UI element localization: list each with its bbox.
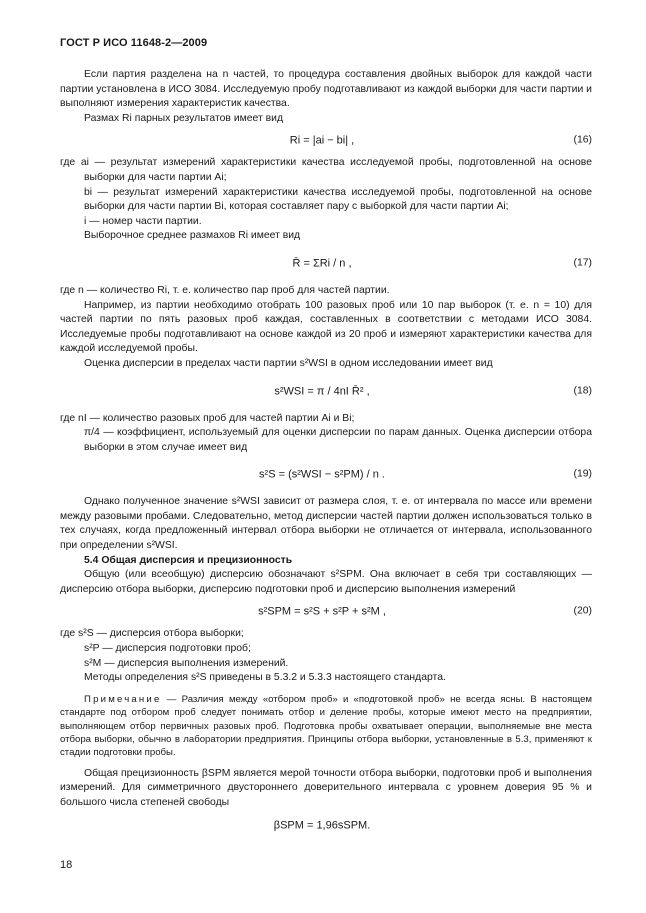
paragraph (60, 671, 592, 686)
text: где s²S — дисперсия отбора выборки; (60, 628, 244, 640)
text: s²M — дисперсия выполнения измерений. (84, 657, 289, 669)
equation-formula: s²S = (s²WSI − s²PM) / n . (259, 468, 385, 481)
paragraph (60, 495, 592, 553)
equation-number: (20) (573, 606, 592, 618)
text: 5.4 Общая дисперсия и прецизионность (84, 554, 293, 566)
equation-17 (60, 244, 592, 284)
paragraph (60, 68, 592, 112)
paragraph (60, 299, 592, 357)
equation-formula: R̄ = ΣRi / n , (292, 257, 352, 270)
equation-formula: s²WSI = π / 4nI R̄² , (274, 385, 370, 398)
equation-number: (17) (573, 257, 592, 269)
text: bi — результат измерений характеристики качества исследуемой пробы, подготовленной на основе выборки для части партии Bi, которая составляет пару с выборкой для части партии Ai; (84, 186, 592, 213)
where-item (60, 627, 592, 642)
paragraph (60, 357, 592, 372)
paragraph (60, 767, 592, 811)
where-item (60, 642, 592, 657)
paragraph (60, 568, 592, 597)
text: Общая прецизионность βSPM является мерой точности отбора выборки, подготовки проб и выполнения измерений. Для симметричного двустороннего доверительного интервала с уровнем доверия 95 % и большого числа степеней свободы (60, 767, 592, 809)
note-label: Примечание (84, 693, 162, 705)
text: s²P — дисперсия подготовки проб; (84, 643, 251, 655)
text: Если партия разделена на n частей, то процедура составления двойных выборок для каждой части партии установлена в ИСО 3084. Исследуемую пробу подготавливают из каждой выборки для части партии и выполняют измерения характеристик качества. (60, 69, 592, 110)
text: Размах Ri парных результатов имеет вид (84, 112, 284, 124)
text: Выборочное среднее размахов Ri имеет вид (84, 230, 301, 242)
note-text: — Различия между «отбором проб» и «подготовкой проб» не всегда ясны. В настоящем стандарте под отбором проб следует понимать отбор и деление пробы, которые имеют место на предприятии, выполняющем отбор первичных разовых проб. Подготовка пробы охватывает операции, выполняемые вне места отбора выборки, обычно в лаборатории предприятия. Принципы отбора выборки, установленные в 5.3, применяют к стадии подготовки пробы. (60, 693, 592, 759)
spacer (60, 686, 592, 693)
text: Например, из партии необходимо отобрать 100 разовых проб или 10 пар выборок (т. е. n = 10) для частей партии по пять разовых проб каждая, составленных в соответствии с методами ИСО 3084. Исследуемые пробы подготавливают на основе каждой из 20 проб и измеряют характеристики качества для каждой исследуемой пробы. (60, 299, 592, 355)
equation-number: (16) (573, 135, 592, 147)
text: i — номер части партии. (84, 215, 202, 227)
text: Общую (или всеобщую) дисперсию обозначают s²SPM. Она включает в себя три составляющих — дисперсию отбора выборки, дисперсию подготовки проб и дисперсию выполнения измерений (60, 569, 592, 595)
text: где n — количество Ri, т. е. количество пар проб для частей партии. (60, 284, 390, 296)
text: где ai — результат измерений характеристики качества исследуемой пробы, подготовленной на основе выборки для части партии Ai; (60, 157, 592, 183)
equation-18 (60, 372, 592, 412)
paragraph (60, 229, 592, 244)
where-item (60, 284, 592, 299)
note (60, 693, 592, 760)
equation-16 (60, 126, 592, 156)
text: Оценка дисперсии в пределах части партии s²WSI в одном исследовании имеет вид (84, 357, 493, 369)
where-item (60, 156, 592, 185)
text: Методы определения s²S приведены в 5.3.2 и 5.3.3 настоящего стандарта. (84, 672, 446, 684)
equation-19 (60, 455, 592, 495)
section-heading (60, 554, 592, 569)
equation-formula: s²SPM = s²S + s²P + s²M , (258, 606, 386, 619)
text: где nI — количество разовых проб для частей партии Ai и Bi; (60, 412, 355, 424)
paragraph (60, 112, 592, 127)
where-item (60, 657, 592, 672)
equation-number: (18) (573, 385, 592, 397)
page-content (60, 68, 592, 841)
equation-beta (60, 811, 592, 841)
text: Однако полученное значение s²WSI зависит от размера слоя, т. е. от интервала по массе или времени между разовыми пробами. Следовательно, метод дисперсии частей партии должен использоваться только в тех случаях, когда предложенный интервал отбора выборки не отличается от интервала, использованного при определении s²WSI. (60, 496, 592, 552)
where-item (60, 186, 592, 215)
where-item (60, 426, 592, 455)
spacer (60, 760, 592, 767)
equation-number: (19) (573, 468, 592, 480)
text: π/4 — коэффициент, используемый для оценки дисперсии по парам данных. Оценка дисперсии отбора выборки в этом случае имеет вид (84, 427, 592, 453)
where-item (60, 215, 592, 230)
header-standard-title: ГОСТ Р ИСО 11648-2—2009 (60, 37, 208, 49)
page-number: 18 (60, 859, 73, 871)
equation-formula: βSPM = 1,96sSPM. (273, 819, 371, 832)
where-item (60, 412, 592, 427)
equation-formula: Ri = |ai − bi| , (289, 135, 355, 148)
equation-20 (60, 597, 592, 627)
